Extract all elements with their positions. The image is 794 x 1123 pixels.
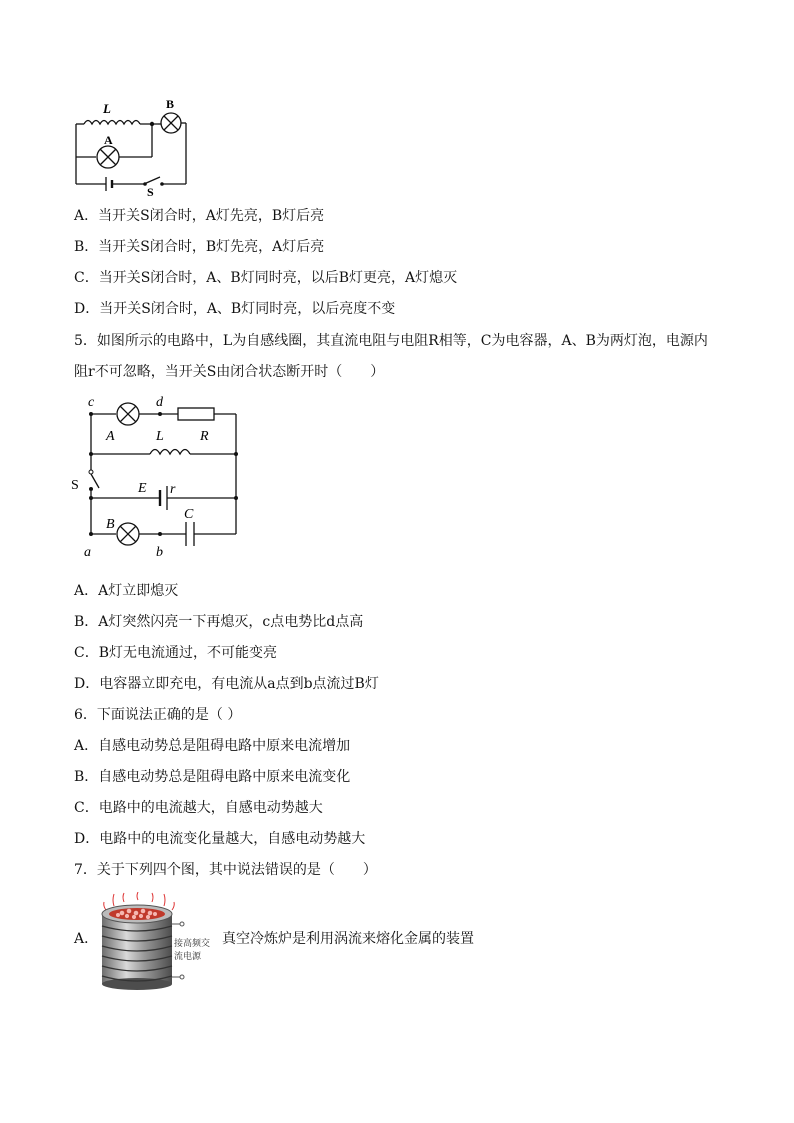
option-text: 当开关S闭合时，A、B灯同时亮，以后B灯更亮，A灯熄灭 [98, 270, 458, 286]
option-text: B灯无电流通过，不可能变亮 [98, 645, 278, 661]
q7-option-a-letter: A． [74, 931, 99, 947]
q4-option-a [74, 206, 324, 226]
node-label-b: b [156, 545, 163, 560]
q6-option-a [74, 736, 350, 756]
q6-option-b [74, 767, 350, 787]
q5-stem-line1: 5．如图所示的电路中，L为自感线圈，其直流电阻与电阻R相等，C为电容器，A、B为两灯泡，电源内 [74, 333, 708, 349]
option-letter: C． [74, 270, 99, 286]
option-text: 自感电动势总是阻碍电路中原来电流增加 [98, 738, 351, 754]
resistor-label-R: R [200, 429, 209, 444]
switch-label-S: S [147, 185, 154, 197]
q5-option-a [74, 581, 178, 601]
emf-label-E: E [138, 481, 147, 496]
option-letter: A． [74, 583, 99, 599]
internal-resistance-label-r: r [170, 482, 176, 497]
option-letter: B． [74, 769, 99, 785]
option-text: 电容器立即充电，有电流从a点到b点流过B灯 [99, 676, 379, 692]
coil-label-L: L [156, 429, 164, 444]
node-label-a: a [84, 545, 91, 560]
option-text: A灯立即熄灭 [98, 583, 179, 599]
option-text: 当开关S闭合时，A、B灯同时亮，以后亮度不变 [99, 301, 396, 317]
furnace-label-line1: 接高频交 [174, 938, 211, 948]
option-letter: B． [74, 239, 99, 255]
q5-option-d [74, 674, 379, 694]
q4-option-d [74, 299, 395, 319]
q6-option-c [74, 798, 323, 818]
lamp-label-A: A [106, 429, 115, 444]
circuit-diagram-2 [66, 392, 251, 564]
option-text: 电路中的电流变化量越大，自感电动势越大 [99, 831, 366, 847]
q7-option-a-text: 真空冷炼炉是利用涡流来熔化金属的装置 [222, 931, 474, 947]
lamp-label-B: B [106, 517, 115, 532]
option-letter: C． [74, 800, 99, 816]
q5-stem-line2: 阻r不可忽略，当开关S由闭合状态断开时（ ） [74, 364, 385, 380]
switch-label-S: S [71, 478, 79, 493]
lamp-label-B: B [166, 97, 175, 111]
capacitor-label-C: C [184, 507, 194, 522]
q6-stem: 6．下面说法正确的是（ ） [74, 707, 242, 723]
furnace-label-line2: 流电源 [174, 951, 202, 961]
lamp-label-A: A [104, 133, 113, 147]
option-letter: C． [74, 645, 99, 661]
option-letter: D． [74, 676, 100, 692]
vacuum-furnace-figure [94, 892, 220, 990]
option-text: 电路中的电流越大，自感电动势越大 [98, 800, 323, 816]
option-letter: A． [74, 208, 99, 224]
option-letter: B． [74, 614, 99, 630]
circuit-diagram-1 [70, 95, 195, 197]
q6-option-d [74, 829, 365, 849]
q5-option-b [74, 612, 363, 632]
option-text: 当开关S闭合时，B灯先亮，A灯后亮 [98, 239, 325, 255]
option-text: 当开关S闭合时，A灯先亮，B灯后亮 [98, 208, 325, 224]
q5-option-c [74, 643, 277, 663]
q7-stem: 7．关于下列四个图，其中说法错误的是（ ） [74, 862, 377, 878]
option-text: A灯突然闪亮一下再熄灭，c点电势比d点高 [98, 614, 364, 630]
node-label-d: d [156, 395, 163, 410]
option-letter: D． [74, 301, 100, 317]
q4-option-c [74, 268, 457, 288]
option-text: 自感电动势总是阻碍电路中原来电流变化 [98, 769, 351, 785]
option-letter: A． [74, 738, 99, 754]
option-letter: D． [74, 831, 100, 847]
node-label-c: c [88, 395, 95, 410]
q4-option-b [74, 237, 324, 257]
coil-label-L: L [103, 101, 111, 116]
